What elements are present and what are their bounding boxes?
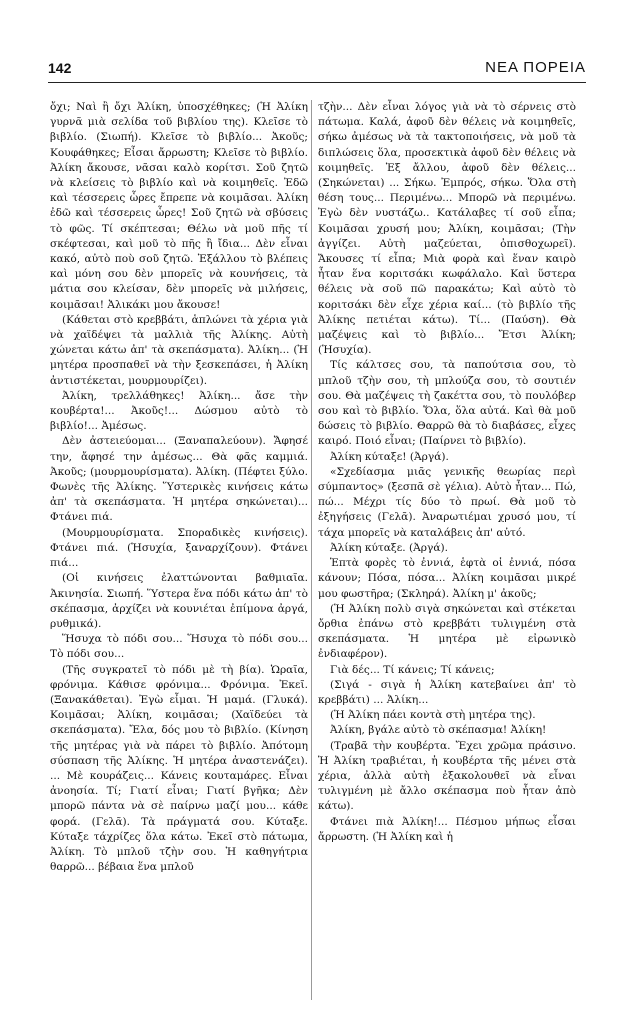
paragraph: Φτάνει πιὰ Ἀλίκη!... Πέσμου μήπως εἶσαι ἄρρωστη. (Ἡ Ἀλίκη καὶ ἡ [318, 815, 576, 843]
page-number: 142 [48, 60, 72, 76]
paragraph: (Σιγά - σιγὰ ἡ Ἀλίκη κατεβαίνει ἀπ' τὸ κρεββάτι) ... Ἀλίκη... [318, 678, 576, 706]
paragraph: «Σχεδίασμα μιᾶς γενικῆς θεωρίας περὶ σύμπαντος» (ξεσπᾶ σὲ γέλια). Αὐτὸ ἦταν... Πώ, πώ... Μέχρι τίς δύο τὸ πρωί. Θὰ μοῦ τὸ ἐξηγήσεις (Γελᾶ). Ἀναρωτιέμαι χρυσό μου, τί τάχα μπορεῖς νὰ καταλάβεις ἀπ' αὐτό. [318, 465, 576, 539]
paragraph: (Μουρμουρίσματα. Σποραδικὲς κινήσεις). Φτάνει πιά. (Ἡσυχία, ξαναρχίζουν). Φτάνει πιά... [50, 526, 308, 570]
right-column [318, 100, 576, 845]
paragraph: τζὴν... Δὲν εἶναι λόγος γιὰ νὰ τὸ σέρνεις στὸ πάτωμα. Καλά, ἀφοῦ δὲν θέλεις νὰ κοιμηθεῖς, σήκω ἀμέσως νὰ τὰ τακτοποιήσεις, νὰ μοῦ τὰ διπλώσεις ὅλα, προσεκτικὰ ἀφοῦ δὲν θέλεις νὰ κοιμηθεῖς. Ἐξ ἄλλου, ἀφοῦ δὲν θέλεις... (Σηκώνεται) ... Σήκω. Ἐμπρός, σήκω. Ὅλα στὴ θέση τους... Περιμένω... Μπορῶ νὰ περιμένω. Ἐγὼ δὲν νυστάζω.. Κατάλαβες τί σοῦ εἶπα; Κοιμᾶσαι χρυσή μου; Ἀλίκη, κοιμᾶσαι; (Τὴν ἀγγίζει. Αὐτὴ μαζεύεται, ὀπισθοχωρεῖ). Ἄκουσες τί εἶπα; Μιὰ φορὰ καὶ ἕναν καιρὸ ἦταν ἕνα κοριτσάκι κωφάλαλο. Καὶ ὕστερα θέλεις νὰ σοῦ πῶ παρακάτω; Καὶ αὐτὸ τὸ κοριτσάκι δὲν εἶχε χέρια καί... (τὸ βιβλίο τῆς Ἀλίκης πετιέται κάτω). Τί... (Παύση). Θὰ μαζέψεις καὶ τὸ βιβλίο... Ἔτσι Ἀλίκη; (Ἡσυχία). [318, 101, 576, 357]
paragraph: Δὲν ἀστειεύομαι... (Ξαναπαλεύουν). Ἄφησέ την, ἄφησέ την ἀμέσως... Θὰ φᾶς καμμιά. Ἀκοῦς; (μουρμουρίσματα). Ἀλίκη. (Πέφτει ξύλο. Φωνὲς τῆς Ἀλίκης. Ὕστερικὲς κινήσεις κάτω ἀπ' τὰ σκεπάσματα. Ἡ μητέρα σηκώνεται)... Φτάνει πιά. [50, 435, 308, 524]
page-header [48, 58, 586, 83]
paragraph: Ἀλίκη κύταξε! (Ἀργά). [330, 450, 449, 463]
left-column [50, 100, 308, 875]
paragraph: Ἥσυχα τὸ πόδι σου... Ἥσυχα τὸ πόδι σου... Τὸ πόδι σου... [50, 633, 308, 661]
paragraph: (Οἱ κινήσεις ἐλαττώνονται βαθμιαῖα. Ἀκινησία. Σιωπή. Ὕστερα ἕνα πόδι κάτω ἀπ' τὸ σκέπασμα, ἀρχίζει νὰ κουνιέται ἐπίμονα ἀργά, ρυθμικά). [50, 572, 308, 630]
paragraph: Ἀλίκη κύταξε. (Ἀργά). [330, 541, 448, 554]
paragraph: ὄχι; Ναὶ ἢ ὄχι Ἀλίκη, ὑποσχέθηκες; (Ἡ Ἀλίκη γυρνᾶ μιὰ σελίδα τοῦ βιβλίου της). Κλεῖσε τὸ βιβλίο. (Σιωπή). Κλεῖσε τὸ βιβλίο... Ἀκοῦς; Κουφάθηκες; Εἶσαι ἄρρωστη; Κλεῖσε τὸ βιβλίο. Ἀλίκη ἄκουσε, νᾶσαι καλὸ κορίτσι. Σοῦ ζητῶ νὰ κλείσεις τὸ βιβλίο καὶ νὰ κοιμηθεῖς. Ἐδῶ καὶ τέσσερεις ὧρες ἔπρεπε νὰ κοιμᾶσαι. Ἀλίκη ἐδῶ καὶ τέσσερεις ὧρες! Σοῦ ζητῶ νὰ σβύσεις τὸ φῶς. Τί σκέπτεσαι; Θέλω νὰ μοῦ πῆς τί σκέφτεσαι, καὶ μοῦ τὸ πῆς ἢ ἴδια... Δὲν εἶναι κακό, αὐτὸ ποὺ σοῦ ζητῶ. Ἐξάλλου τὸ βλέπεις καὶ μόνη σου δὲν μπορεῖς νὰ κουνήσεις, τὰ μάτια σου κλείσαν, δὲν μπορεῖς νὰ μιλήσεις, κοιμᾶσαι! Ἀλικάκι μου ἄκουσε! [50, 101, 308, 311]
paragraph: Γιὰ δές... Τί κάνεις; Τί κάνεις; [330, 663, 495, 676]
paragraph: Τίς κάλτσες σου, τὰ παπούτσια σου, τὸ μπλοῦ τζὴν σου, τὴ μπλούζα σου, τὸ σουτιέν σου. Θὰ μαζέψεις τὴ ζακέττα σου, τὸ πουλόβερ σου καὶ τὸ βιβλίο. Ὅλα, ὅλα αὐτά. Καὶ θὰ μοῦ δώσεις τὸ βιβλίο. Θαρρῶ θὰ τὸ διαβάσες, εἶχες καιρό. Ποιό εἶναι; (Παίρνει τὸ βιβλίο). [318, 359, 576, 448]
paragraph: Ἀλίκη, τρελλάθηκες! Ἀλίκη... ἄσε τὴν κουβέρτα!... Ἀκοῦς!... Δώσμου αὐτὸ τὸ βιβλίο!... Ἀμέσως. [50, 389, 308, 433]
paragraph: (Κάθεται στὸ κρεββάτι, ἁπλώνει τὰ χέρια γιὰ νὰ χαϊδέψει τὰ μαλλιὰ τῆς Ἀλίκης. Αὐτὴ χώνεται κάτω ἀπ' τὰ σκεπάσματα). Ἀλίκη... (Ἡ μητέρα προσπαθεῖ νὰ τὴν ξεσκεπάσει, ἡ Ἀλίκη ἀντιστέκεται, μουρμουρίζει). [50, 313, 308, 387]
paragraph: (Ἡ Ἀλίκη πολὺ σιγὰ σηκώνεται καὶ στέκεται ὄρθια ἐπάνω στὸ κρεββάτι τυλιγμένη στὰ σκεπάσματα. Ἡ μητέρα μὲ εἰρωνικὸ ἐνδιαφέρον). [318, 602, 576, 661]
paragraph: (Τραβᾶ τὴν κουβέρτα. Ἔχει χρῶμα πράσινο. Ἡ Ἀλίκη τραβιέται, ἡ κουβέρτα τῆς μένει στὰ χέρια, ἀλλὰ αὐτὴ ἐξακολουθεῖ νὰ εἶναι τυλιγμένη μὲ ἄλλο σκέπασμα ποὺ ἦταν ἀπὸ κάτω). [318, 739, 576, 813]
paragraph: Ἀλίκη, βγάλε αὐτὸ τὸ σκέπασμα! Ἀλίκη! [330, 724, 547, 737]
paragraph: (Τῆς συγκρατεῖ τὸ πόδι μὲ τὴ βία). Ὡραῖα, φρόνιμα. Κάθισε φρόνιμα... Φρόνιμα. Ἐκεῖ. (Ξανακάθεται). Ἐγὼ εἶμαι. Ἡ μαμά. (Γλυκά). Κοιμᾶσαι; Ἀλίκη, κοιμᾶσαι; (Χαϊδεύει τὰ σκεπάσματα). Ἔλα, δός μου τὸ βιβλίο. (Κίνηση τῆς μητέρας γιὰ νὰ πάρει τὸ βιβλίο. Ἀπότομη σύσπαση τῆς Ἀλίκης. Ἡ μητέρα ἀναστενάζει). ... Μὲ κουράζεις... Κάνεις κουταμάρες. Εἶναι ἀνοησία. Τί; Γιατί εἶναι; Γιατί βγῆκα; Δὲν μπορῶ πάντα νὰ σὲ παίρνω μαζί μου... κάθε φορά. (Γελᾶ). Τὰ πράγματά σου. Κύταξε. Κύταξε τάχρίζες ὅλα κάτω. Ἐκεῖ στὸ πάτωμα, Ἀλίκη. Τὸ μπλοῦ τζὴν σου. Ἡ καθηγήτρια θαρρῶ... βέβαια ἕνα μπλοῦ [50, 663, 308, 874]
column-divider [311, 100, 312, 1000]
paragraph: Ἑπτὰ φορὲς τὸ ἐννιά, ἑφτὰ οἱ ἐννιά, πόσα κάνουν; Πόσα, πόσα... Ἀλίκη κοιμᾶσαι μικρέ μου φωστῆρα; (Σκληρά). Ἀλίκη μ' ἀκοῦς; [318, 557, 576, 600]
paragraph: (Ἡ Ἀλίκη πάει κοντὰ στὴ μητέρα της). [330, 709, 536, 722]
journal-title: ΝΕΑ ΠΟΡΕΙΑ [485, 59, 586, 76]
